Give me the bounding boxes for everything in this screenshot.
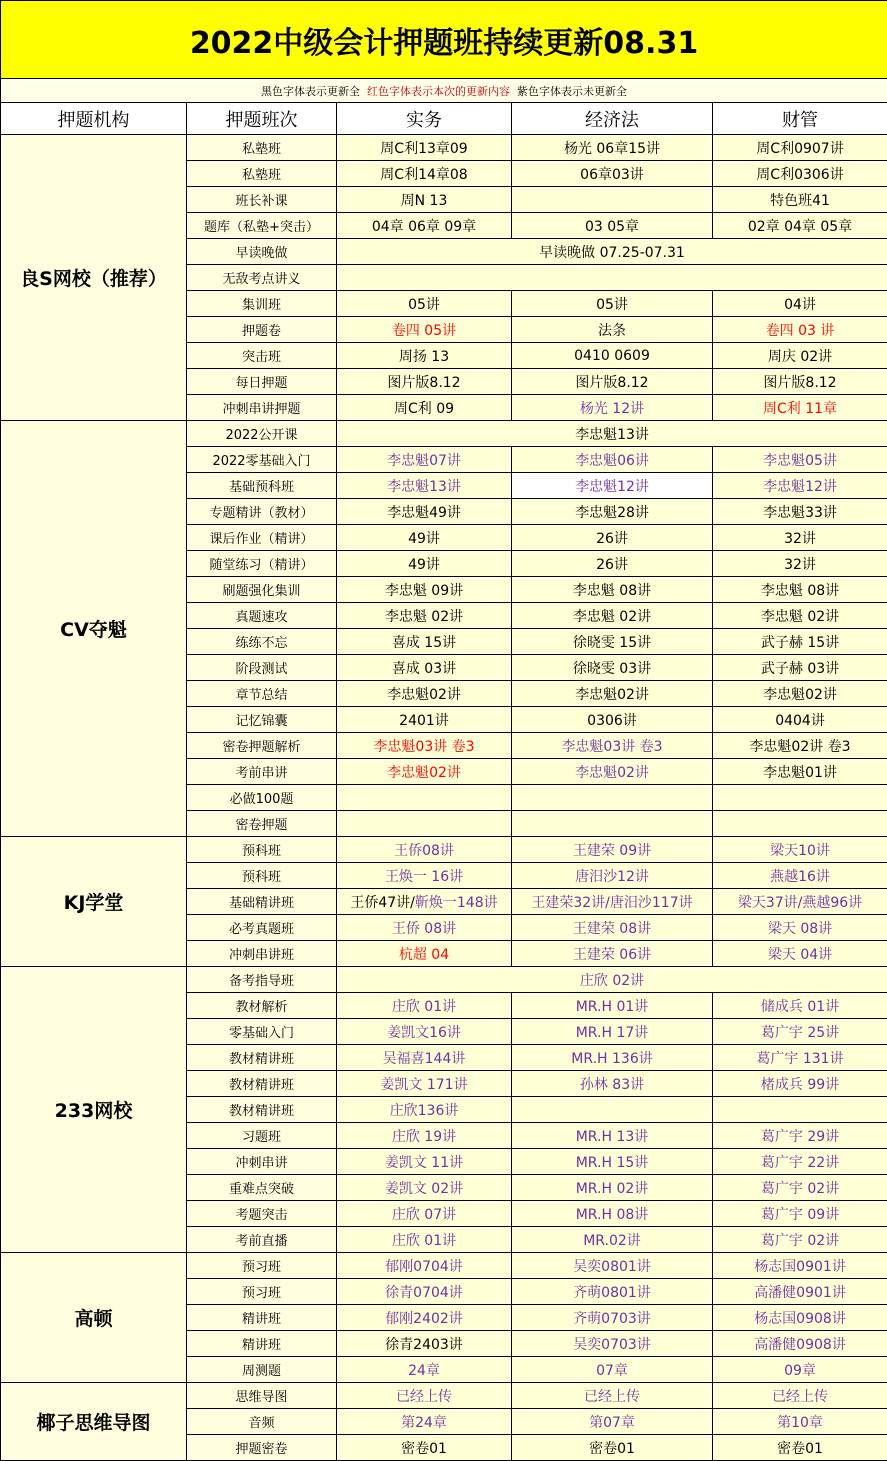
cell-shiwu: 李忠魁02讲 [337,759,512,785]
cell-shiwu: 杭超 04 [337,941,512,967]
cell-caiguan: 梁天 04讲 [713,941,887,967]
cell-shiwu: 李忠魁02讲 [337,681,512,707]
class-name: 教材精讲班 [187,1045,337,1071]
cell-jingjifa: 已经上传 [512,1383,713,1409]
class-name: 冲刺串讲班 [187,941,337,967]
cell-jingjifa: 李忠魁28讲 [512,499,713,525]
cell-jingjifa: 李忠魁06讲 [512,447,713,473]
cell-jingjifa: 李忠魁02讲 [512,759,713,785]
cell-caiguan: 32讲 [713,525,887,551]
cell-shiwu: 李忠魁13讲 [337,473,512,499]
header-caiguan: 财管 [713,103,887,135]
table-row [1,1253,887,1279]
cell-caiguan: 葛广宇 02讲 [713,1227,887,1253]
merged-cell [337,265,887,291]
cell-jingjifa [512,811,713,837]
org-name: 高顿 [1,1253,187,1383]
cell-jingjifa: MR.H 01讲 [512,993,713,1019]
cell-shiwu: 图片版8.12 [337,369,512,395]
cell-jingjifa: 法条 [512,317,713,343]
class-name: 无敌考点讲义 [187,265,337,291]
cell-caiguan: 李忠魁12讲 [713,473,887,499]
header-row [1,103,887,135]
cell-caiguan: 楮成兵 99讲 [713,1071,887,1097]
cell-caiguan: 周C利0306讲 [713,161,887,187]
cell-jingjifa: 0306讲 [512,707,713,733]
cell-caiguan: 葛广宇 02讲 [713,1175,887,1201]
cell-caiguan: 燕越16讲 [713,863,887,889]
cell-shiwu [337,811,512,837]
cell-shiwu: 04章 06章 09章 [337,213,512,239]
cell-jingjifa: 王建荣 09讲 [512,837,713,863]
class-name: 音频 [187,1409,337,1435]
cell-caiguan: 杨志国0908讲 [713,1305,887,1331]
cell-jingjifa: 王建荣 08讲 [512,915,713,941]
cell-shiwu [337,785,512,811]
class-name: 预科班 [187,863,337,889]
table-row [1,837,887,863]
org-name: 椰子思维导图 [1,1383,187,1461]
header-org: 押题机构 [1,103,187,135]
class-name: 突击班 [187,343,337,369]
legend-purple-text: 紫色字体表示未更新全 [517,84,627,98]
cell-jingjifa: 王建荣32讲/唐汨沙117讲 [512,889,713,915]
table-row [1,1383,887,1409]
cell-shiwu: 王焕一 16讲 [337,863,512,889]
cell-shiwu: 郁刚0704讲 [337,1253,512,1279]
header-class: 押题班次 [187,103,337,135]
class-name: 周测题 [187,1357,337,1383]
cell-shiwu: 卷四 05讲 [337,317,512,343]
class-name: 必做100题 [187,785,337,811]
cell-jingjifa: 徐晓雯 15讲 [512,629,713,655]
cell-jingjifa: 26讲 [512,551,713,577]
class-name: 基础预科班 [187,473,337,499]
cell-caiguan: 葛广宇 22讲 [713,1149,887,1175]
cell-shiwu: 庄欣 01讲 [337,1227,512,1253]
class-name: 基础精讲班 [187,889,337,915]
class-name: 早读晚做 [187,239,337,265]
class-name: 考前直播 [187,1227,337,1253]
merged-cell: 李忠魁13讲 [337,421,887,447]
cell-shiwu: 2401讲 [337,707,512,733]
cell-shiwu: 05讲 [337,291,512,317]
cell-caiguan: 李忠魁05讲 [713,447,887,473]
cell-caiguan: 李忠魁02讲 [713,681,887,707]
cell-caiguan: 32讲 [713,551,887,577]
class-name: 必考真题班 [187,915,337,941]
cell-jingjifa: MR.H 15讲 [512,1149,713,1175]
cell-caiguan: 周C利 11章 [713,395,887,421]
cell-shiwu: 周C利 09 [337,395,512,421]
cell-jingjifa: 齐萌0801讲 [512,1279,713,1305]
cell-shiwu: 王侨08讲 [337,837,512,863]
cell-jingjifa: MR.02讲 [512,1227,713,1253]
cell-shiwu: 49讲 [337,525,512,551]
class-name: 备考指导班 [187,967,337,993]
merged-cell: 早读晚做 07.25-07.31 [337,239,887,265]
cell-shiwu: 李忠魁49讲 [337,499,512,525]
cell-shiwu: 吴福喜144讲 [337,1045,512,1071]
class-name: 预科班 [187,837,337,863]
class-name: 冲刺串讲 [187,1149,337,1175]
cell-caiguan: 李忠魁02讲 卷3 [713,733,887,759]
cell-caiguan: 武子赫 15讲 [713,629,887,655]
cell-jingjifa [512,1097,713,1123]
class-name: 零基础入门 [187,1019,337,1045]
cell-jingjifa: MR.H 13讲 [512,1123,713,1149]
class-name: 冲刺串讲押题 [187,395,337,421]
cell-jingjifa: 第07章 [512,1409,713,1435]
cell-caiguan: 04讲 [713,291,887,317]
cell-caiguan: 09章 [713,1357,887,1383]
cell-shiwu [337,889,512,915]
org-name: 良S网校（推荐） [1,135,187,421]
cell-jingjifa: 李忠魁12讲 [512,473,713,499]
cell-caiguan: 第10章 [713,1409,887,1435]
cell-jingjifa: MR.H 17讲 [512,1019,713,1045]
cell-jingjifa: 徐晓雯 03讲 [512,655,713,681]
cell-caiguan: 梁天37讲/燕越96讲 [713,889,887,915]
cell-jingjifa [512,785,713,811]
cell-shiwu: 徐青2403讲 [337,1331,512,1357]
cell-caiguan [713,785,887,811]
cell-jingjifa: 孙林 83讲 [512,1071,713,1097]
class-name: 阶段测试 [187,655,337,681]
cell-shiwu: 周扬 13 [337,343,512,369]
class-name: 教材精讲班 [187,1071,337,1097]
cell-jingjifa: 李忠魁03讲 卷3 [512,733,713,759]
cell-shiwu: 姜凯文16讲 [337,1019,512,1045]
header-jingjifa: 经济法 [512,103,713,135]
cell-shiwu: 姜凯文 11讲 [337,1149,512,1175]
cell-caiguan: 李忠魁 08讲 [713,577,887,603]
cell-shiwu: 第24章 [337,1409,512,1435]
cell-jingjifa: 06章03讲 [512,161,713,187]
cell-caiguan: 图片版8.12 [713,369,887,395]
cell-jingjifa: 唐汨沙12讲 [512,863,713,889]
cell-caiguan: 李忠魁33讲 [713,499,887,525]
cell-shiwu: 周C利13章09 [337,135,512,161]
class-name: 押题密卷 [187,1435,337,1461]
cell-caiguan: 特色班41 [713,187,887,213]
cell-shiwu: 王侨 08讲 [337,915,512,941]
class-name: 练练不忘 [187,629,337,655]
cell-part: 靳焕一148讲 [414,894,498,911]
cell-part: 王侨47讲/ [350,894,415,911]
cell-jingjifa: 齐萌0703讲 [512,1305,713,1331]
legend-red-text: 红色字体表示本次的更新内容 [367,84,510,98]
cell-jingjifa: MR.H 136讲 [512,1045,713,1071]
cell-jingjifa: 05讲 [512,291,713,317]
cell-shiwu: 24章 [337,1357,512,1383]
class-name: 考题突击 [187,1201,337,1227]
table-row [1,421,887,447]
cell-caiguan: 梁天10讲 [713,837,887,863]
header-shiwu: 实务 [337,103,512,135]
cell-shiwu: 周C利14章08 [337,161,512,187]
cell-jingjifa: 图片版8.12 [512,369,713,395]
class-name: 记忆锦囊 [187,707,337,733]
cell-shiwu: 郁刚2402讲 [337,1305,512,1331]
cell-shiwu: 庄欣136讲 [337,1097,512,1123]
cell-shiwu: 喜成 15讲 [337,629,512,655]
cell-shiwu: 李忠魁07讲 [337,447,512,473]
class-name: 精讲班 [187,1331,337,1357]
cell-caiguan: 周庆 02讲 [713,343,887,369]
cell-jingjifa: 0410 0609 [512,343,713,369]
cell-shiwu: 49讲 [337,551,512,577]
cell-shiwu: 已经上传 [337,1383,512,1409]
class-name: 章节总结 [187,681,337,707]
cell-jingjifa: 王建荣 06讲 [512,941,713,967]
class-name: 专题精讲（教材） [187,499,337,525]
class-name: 刷题强化集训 [187,577,337,603]
cell-caiguan: 武子赫 03讲 [713,655,887,681]
cell-caiguan: 02章 04章 05章 [713,213,887,239]
class-name: 押题卷 [187,317,337,343]
cell-caiguan: 李忠魁01讲 [713,759,887,785]
class-name: 教材解析 [187,993,337,1019]
cell-jingjifa: 26讲 [512,525,713,551]
legend-row [1,79,887,103]
class-name: 课后作业（精讲） [187,525,337,551]
class-name: 班长补课 [187,187,337,213]
cell-caiguan [713,1097,887,1123]
class-name: 密卷押题 [187,811,337,837]
cell-shiwu: 庄欣 19讲 [337,1123,512,1149]
class-name: 每日押题 [187,369,337,395]
cell-shiwu: 周N 13 [337,187,512,213]
class-name: 私塾班 [187,161,337,187]
org-name: 233网校 [1,967,187,1253]
cell-caiguan: 储成兵 01讲 [713,993,887,1019]
cell-caiguan: 高潘健0908讲 [713,1331,887,1357]
cell-shiwu: 李忠魁 02讲 [337,603,512,629]
cell-caiguan: 密卷01 [713,1435,887,1461]
org-name: KJ学堂 [1,837,187,967]
cell-jingjifa: 李忠魁 08讲 [512,577,713,603]
cell-shiwu: 姜凯文 02讲 [337,1175,512,1201]
cell-caiguan: 杨志国0901讲 [713,1253,887,1279]
cell-shiwu: 密卷01 [337,1435,512,1461]
cell-jingjifa: 吴奕0703讲 [512,1331,713,1357]
class-name: 精讲班 [187,1305,337,1331]
class-name: 考前串讲 [187,759,337,785]
cell-caiguan: 周C利0907讲 [713,135,887,161]
cell-jingjifa: 03 05章 [512,213,713,239]
class-name: 题库（私塾+突击） [187,213,337,239]
cell-shiwu: 庄欣 07讲 [337,1201,512,1227]
class-name: 思维导图 [187,1383,337,1409]
cell-shiwu: 徐青0704讲 [337,1279,512,1305]
cell-shiwu: 李忠魁 09讲 [337,577,512,603]
cell-jingjifa: MR.H 02讲 [512,1175,713,1201]
legend-black-text: 黑色字体表示更新全 [261,84,360,98]
cell-caiguan [713,811,887,837]
cell-caiguan: 卷四 03 讲 [713,317,887,343]
class-name: 私塾班 [187,135,337,161]
table-row [1,967,887,993]
table-row [1,135,887,161]
cell-shiwu: 庄欣 01讲 [337,993,512,1019]
class-name: 2022公开课 [187,421,337,447]
page-title: 2022中级会计押题班持续更新08.31 [1,1,887,79]
cell-caiguan: 葛广宇 25讲 [713,1019,887,1045]
cell-caiguan: 已经上传 [713,1383,887,1409]
class-name: 真题速攻 [187,603,337,629]
cell-shiwu: 喜成 03讲 [337,655,512,681]
cell-caiguan: 葛广宇 09讲 [713,1201,887,1227]
class-name: 预习班 [187,1253,337,1279]
cell-jingjifa: 李忠魁 02讲 [512,603,713,629]
class-name: 重难点突破 [187,1175,337,1201]
cell-jingjifa [512,187,713,213]
cell-caiguan: 葛广宇 29讲 [713,1123,887,1149]
cell-jingjifa: MR.H 08讲 [512,1201,713,1227]
cell-jingjifa: 吴奕0801讲 [512,1253,713,1279]
org-name: CV夺魁 [1,421,187,837]
cell-jingjifa: 密卷01 [512,1435,713,1461]
cell-caiguan: 李忠魁 02讲 [713,603,887,629]
cell-shiwu: 李忠魁03讲 卷3 [337,733,512,759]
cell-jingjifa: 李忠魁02讲 [512,681,713,707]
merged-cell: 庄欣 02讲 [337,967,887,993]
class-name: 集训班 [187,291,337,317]
class-name: 随堂练习（精讲） [187,551,337,577]
class-name: 教材精讲班 [187,1097,337,1123]
cell-caiguan: 高潘健0901讲 [713,1279,887,1305]
cell-caiguan: 0404讲 [713,707,887,733]
cell-caiguan: 梁天 08讲 [713,915,887,941]
class-name: 密卷押题解析 [187,733,337,759]
cell-jingjifa: 杨光 06章15讲 [512,135,713,161]
class-name: 习题班 [187,1123,337,1149]
class-name: 预习班 [187,1279,337,1305]
cell-shiwu: 姜凯文 171讲 [337,1071,512,1097]
cell-jingjifa: 07章 [512,1357,713,1383]
class-name: 2022零基础入门 [187,447,337,473]
cell-caiguan: 葛广宇 131讲 [713,1045,887,1071]
cell-jingjifa: 杨光 12讲 [512,395,713,421]
